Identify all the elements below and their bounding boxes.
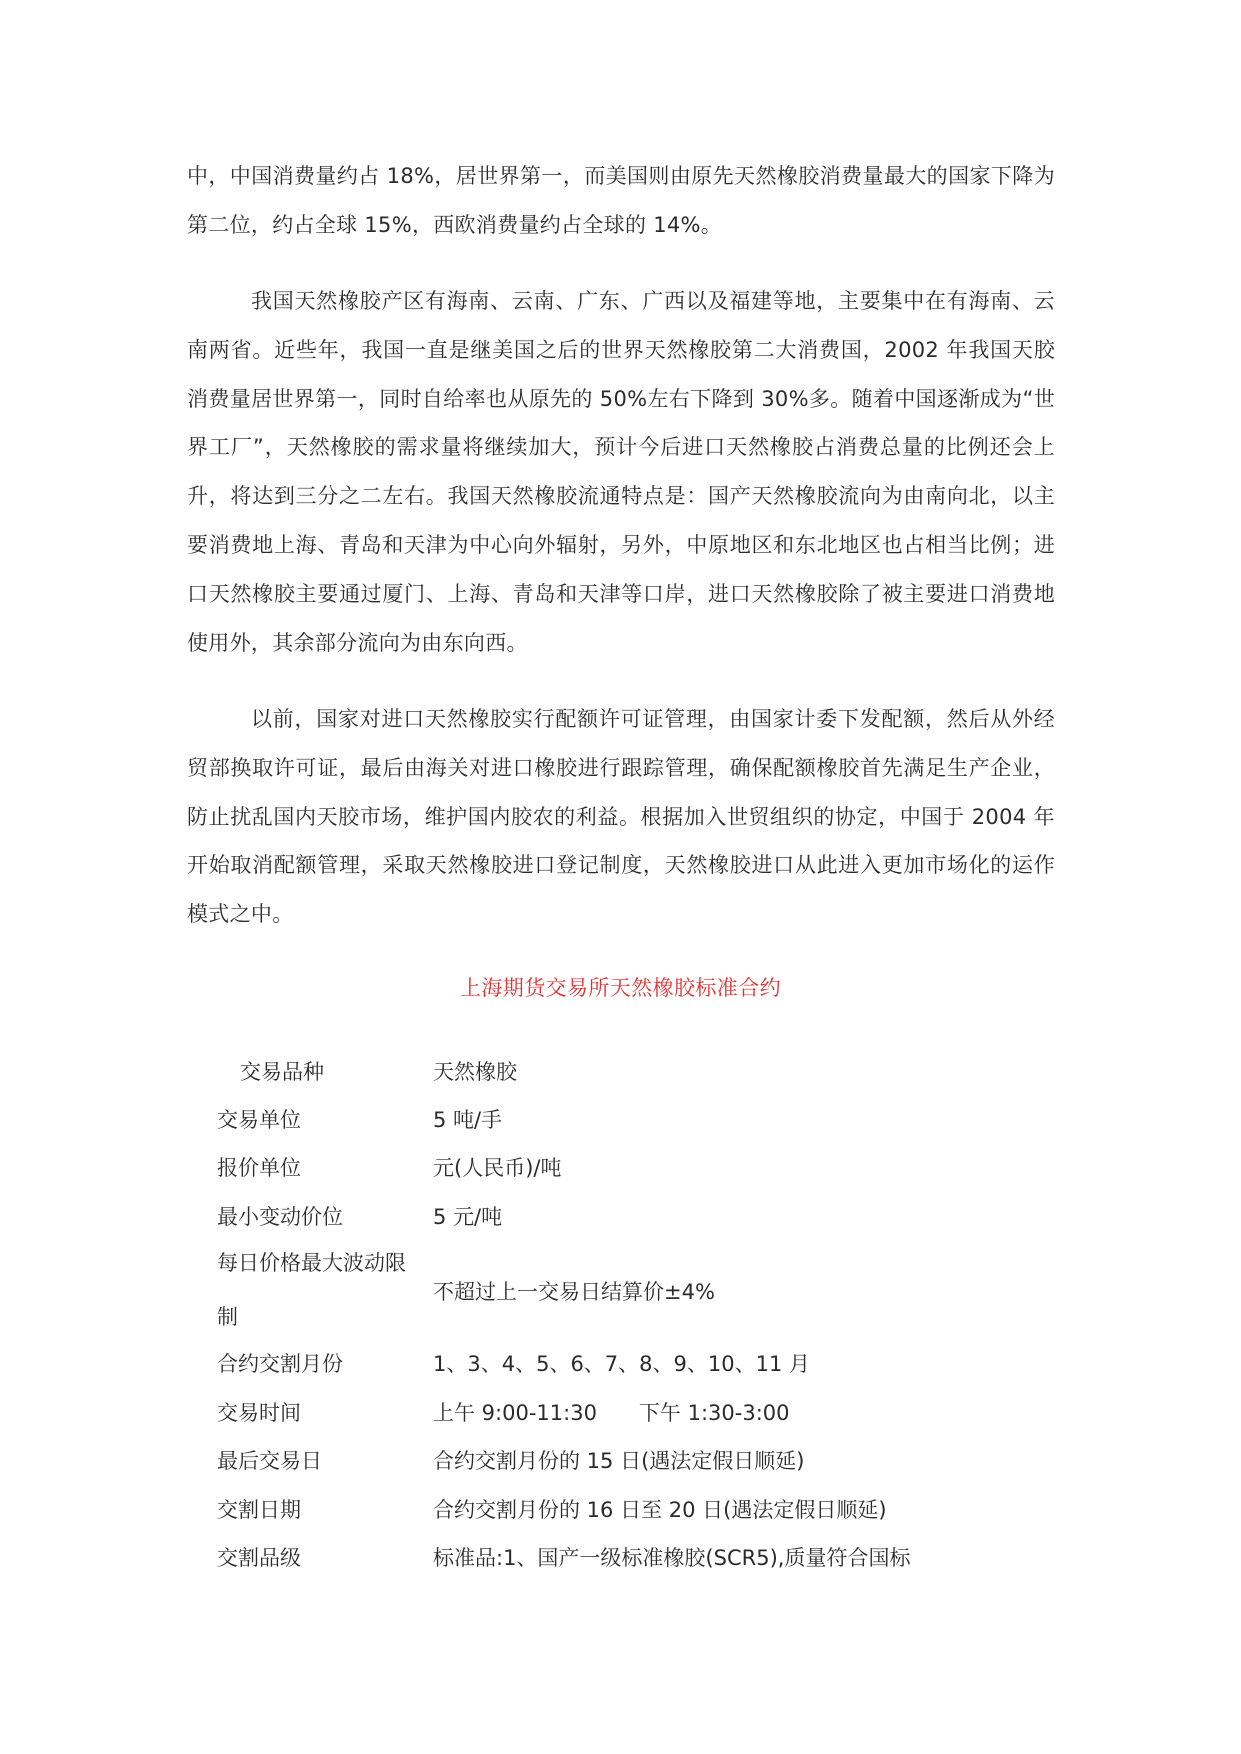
row-label: 交割品级 [217, 1546, 301, 1570]
paragraph-import-policy: 以前，国家对进口天然橡胶实行配额许可证管理，由国家计委下发配额，然后从外经贸部换取许可证，最后由海关对进口橡胶进行跟踪管理，确保配额橡胶首先满足生产企业，防止扰乱国内天胶市场，维护国内胶农的利益。根据加入世贸组织的协定，中国于 2004 年开始取消配额管理，采取天然橡胶进口登记制度，天然橡胶进口从此进入更加市场化的运作模式之中。 [187, 707, 1055, 927]
row-value: 不超过上一交易日结算价±4% [433, 1280, 715, 1304]
row-value: 标准品:1、国产一级标准橡胶(SCR5),质量符合国标 [433, 1546, 911, 1570]
row-value: 合约交割月份的 16 日至 20 日(遇法定假日顺延) [433, 1498, 887, 1522]
paragraph-production-regions: 我国天然橡胶产区有海南、云南、广东、广西以及福建等地，主要集中在有海南、云南两省。近些年，我国一直是继美国之后的世界天然橡胶第二大消费国，2002 年我国天胶消费量居世界第一，同时自给率也从原先的 50%左右下降到 30%多。随着中国逐渐成为“世界工厂”，天然橡胶的需求量将继续加大，预计今后进口天然橡胶占消费总量的比例还会上升，将达到三分之二左右。我国天然橡胶流通特点是：国产天然橡胶流向为由南向北，以主要消费地上海、青岛和天津为中心向外辐射，另外，中原地区和东北地区也占相当比例；进口天然橡胶主要通过厦门、上海、青岛和天津等口岸，进口天然橡胶除了被主要进口消费地使用外，其余部分流向为由东向西。 [187, 289, 1055, 655]
row-value: 元(人民币)/吨 [433, 1156, 562, 1180]
row-label: 最后交易日 [217, 1449, 322, 1473]
row-value: 合约交割月份的 15 日(遇法定假日顺延) [433, 1449, 805, 1473]
row-label: 交易品种 [240, 1060, 324, 1084]
row-label: 每日价格最大波动限制 [217, 1251, 406, 1329]
contract-title: 上海期货交易所天然橡胶标准合约 [460, 976, 781, 1000]
row-value: 天然橡胶 [433, 1060, 517, 1084]
row-value: 上午 9:00-11:30 下午 1:30-3:00 [433, 1401, 790, 1425]
paragraph-consumption: 中，中国消费量约占 18%，居世界第一，而美国则由原先天然橡胶消费量最大的国家下降为第二位，约占全球 15%，西欧消费量约占全球的 14%。 [187, 164, 1055, 237]
row-value: 5 元/吨 [433, 1205, 503, 1229]
row-label: 合约交割月份 [217, 1352, 343, 1376]
row-label: 最小变动价位 [217, 1205, 343, 1229]
row-value: 5 吨/手 [433, 1108, 503, 1132]
row-label: 交割日期 [217, 1498, 301, 1522]
row-label: 交易时间 [217, 1401, 301, 1425]
row-label: 报价单位 [217, 1156, 301, 1180]
row-label: 交易单位 [217, 1108, 301, 1132]
row-value: 1、3、4、5、6、7、8、9、10、11 月 [433, 1352, 811, 1376]
